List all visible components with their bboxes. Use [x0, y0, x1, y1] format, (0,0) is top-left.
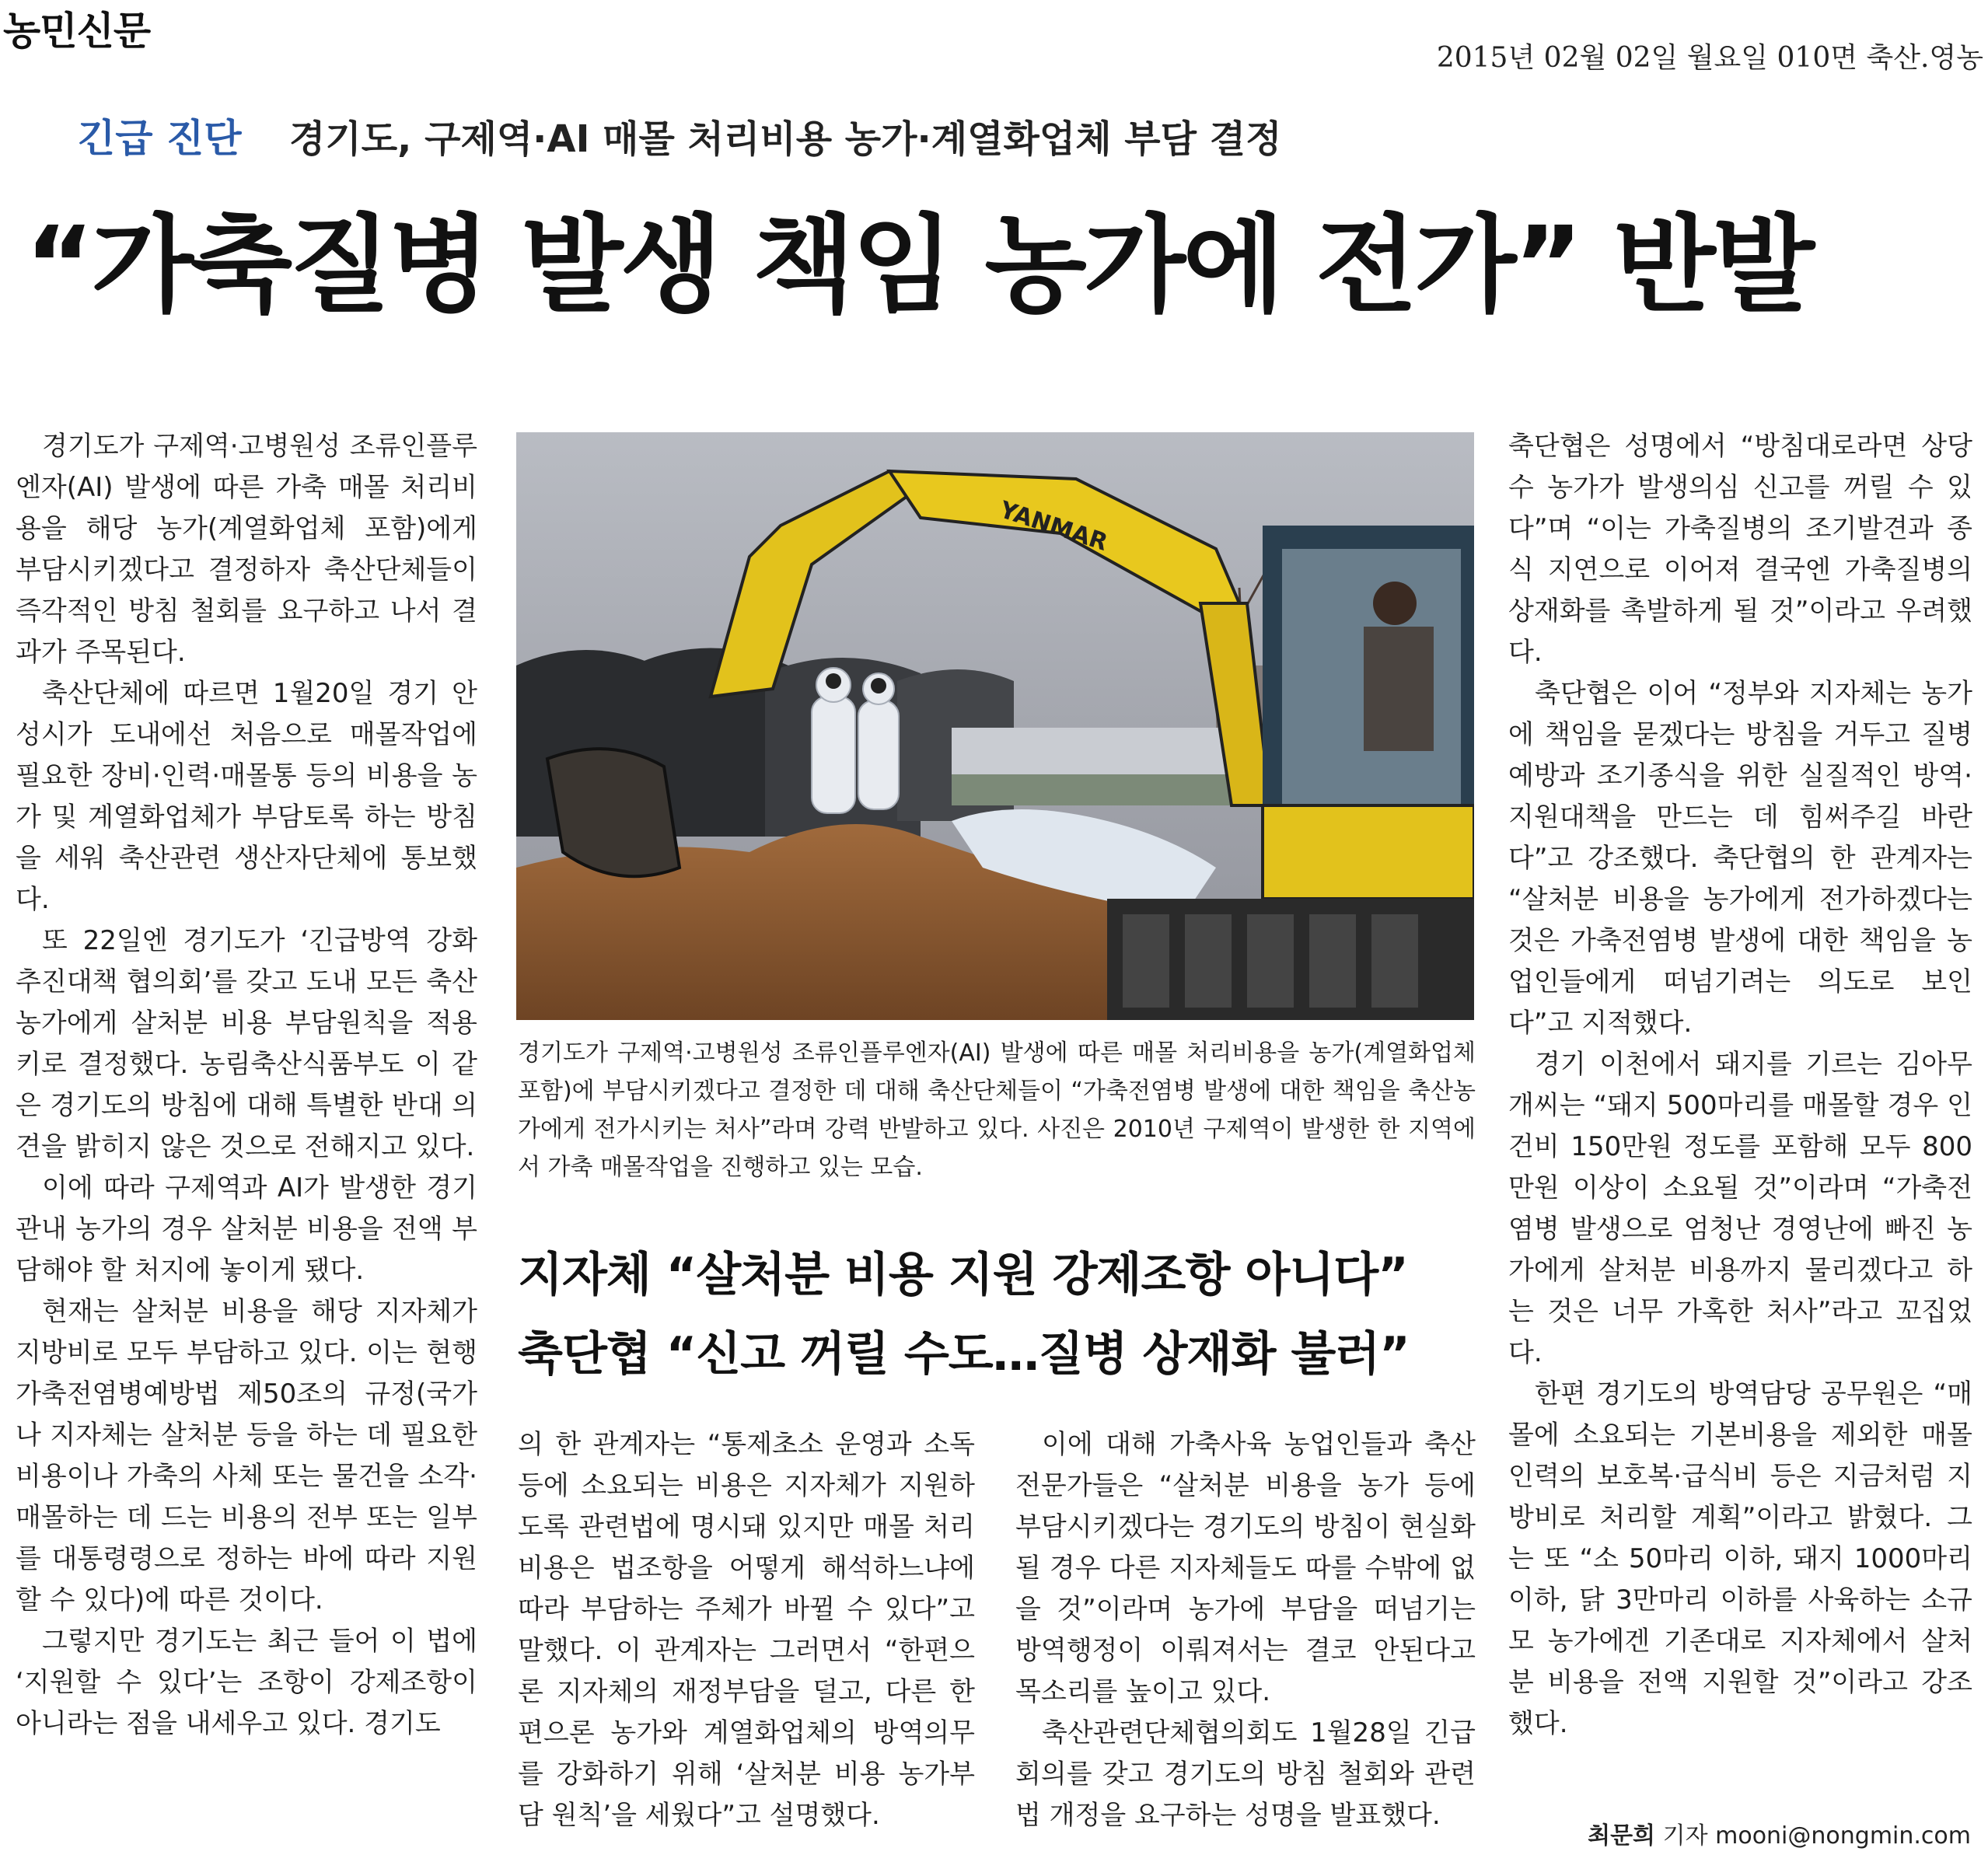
excavator-burial-photo	[516, 432, 1474, 1020]
paragraph: 경기도가 구제역·고병원성 조류인플루엔자(AI) 발생에 따른 가축 매몰 처리비용을 해당 농가(계열화업체 포함)에게 부담시키겠다고 결정하자 축산단체들이 즉각적인 방침 철회를 요구하고 나서 결과가 주목된다.	[16, 431, 477, 668]
photo-caption: 경기도가 구제역·고병원성 조류인플루엔자(AI) 발생에 따른 매몰 처리비용을 농가(계열화업체 포함)에 부담시키겠다고 결정한 데 대해 축산단체들이 “가축전염병 발생에 대한 책임을 축산농가에게 전가시키는 처사”라며 강력 반발하고 있다. 사진은 2010년 구제역이 발생한 한 지역에서 가축 매몰작업을 진행하고 있는 모습.	[518, 1039, 1476, 1181]
reporter-role: 기자	[1662, 1822, 1708, 1850]
reporter-name: 최문희	[1588, 1822, 1656, 1850]
paragraph: 축단협은 성명에서 “방침대로라면 상당수 농가가 발생의심 신고를 꺼릴 수 있다”며 “이는 가축질병의 조기발견과 종식 지연으로 이어져 결국엔 가축질병의 상재화를 촉발하게 될 것”이라고 우려했다.	[1508, 431, 1972, 668]
paragraph: 이에 대해 가축사육 농업인들과 축산 전문가들은 “살처분 비용을 농가 등에 부담시키겠다는 경기도의 방침이 현실화될 경우 다른 지자체들도 따를 수밖에 없을 것”이라며 농가에 부담을 떠넘기는 방역행정이 이뤄져서는 결코 안된다고 목소리를 높이고 있다.	[1015, 1429, 1476, 1707]
headline: “가축질병 발생 책임 농가에 전가” 반발	[25, 204, 1812, 327]
article-column-1	[16, 426, 477, 1825]
kicker-row	[78, 107, 1281, 163]
paragraph: 축단협은 이어 “정부와 지자체는 농가에 책임을 묻겠다는 방침을 거두고 질병 예방과 조기종식을 위한 실질적인 방역·지원대책을 만드는 데 힘써주길 바란다”고 강조했다. 축단협의 한 관계자는 “살처분 비용을 농가에게 전가하겠다는 것은 가축전염병 발생에 대한 책임을 농업인들에게 떠넘기려는 의도로 보인다”고 지적했다.	[1508, 678, 1972, 1039]
subheadline-2: 축단협 “신고 꺼릴 수도…질병 상재화 불러”	[518, 1327, 1410, 1382]
paragraph: 경기 이천에서 돼지를 기르는 김아무개씨는 “돼지 500마리를 매몰할 경우 인건비 150만원 정도를 포함해 모두 800만원 이상이 소요될 것”이라며 “가축전염병 발생으로 엄청난 경영난에 빠진 농가에게 살처분 비용까지 물리겠다고 하는 것은 너무 가혹한 처사”라고 꼬집었다.	[1508, 1049, 1972, 1368]
paragraph: 의 한 관계자는 “통제초소 운영과 소독 등에 소요되는 비용은 지자체가 지원하도록 관련법에 명시돼 있지만 매몰 처리비용은 법조항을 어떻게 해석하느냐에 따라 부담하는 주체가 바뀔 수 있다”고 말했다. 이 관계자는 그러면서 “한편으론 지자체의 재정부담을 덜고, 다른 한편으론 농가와 계열화업체의 방역의무를 강화하기 위해 ‘살처분 비용 농가부담 원칙’을 세웠다”고 설명했다.	[518, 1429, 975, 1831]
article-column-2	[518, 1424, 975, 1844]
paragraph: 축산관련단체협의회도 1월28일 긴급회의를 갖고 경기도의 방침 철회와 관련법 개정을 요구하는 성명을 발표했다.	[1015, 1717, 1476, 1831]
paragraph: 한편 경기도의 방역담당 공무원은 “매몰에 소요되는 기본비용을 제외한 매몰인력의 보호복·급식비 등은 지금처럼 지방비로 처리할 계획”이라고 밝혔다. 그는 또 “소 50마리 이하, 돼지 1000마리 이하, 닭 3만마리 이하를 사육하는 소규모 농가에겐 기존대로 지자체에서 살처분 비용을 전액 지원할 것”이라고 강조했다.	[1508, 1378, 1972, 1739]
kicker-label: 긴급 진단	[78, 116, 242, 161]
paragraph: 이에 따라 구제역과 AI가 발생한 경기 관내 농가의 경우 살처분 비용을 전액 부담해야 할 처지에 놓이게 됐다.	[16, 1172, 477, 1286]
masthead-logo: 농민신문	[3, 9, 151, 54]
paragraph: 축산단체에 따르면 1월20일 경기 안성시가 도내에선 처음으로 매몰작업에 필요한 장비·인력·매몰통 등의 비용을 농가 및 계열화업체가 부담토록 하는 방침을 세워 축산관련 생산자단체에 통보했다.	[16, 678, 477, 915]
paragraph: 현재는 살처분 비용을 해당 지자체가 지방비로 모두 부담하고 있다. 이는 현행 가축전염병예방법 제50조의 규정(국가나 지자체는 살처분 등을 하는 데 필요한 비용이나 가축의 사체 또는 물건을 소각·매몰하는 데 드는 비용의 전부 또는 일부를 대통령령으로 정하는 바에 따라 지원할 수 있다)에 따른 것이다.	[16, 1296, 477, 1616]
paragraph: 그렇지만 경기도는 최근 들어 이 법에 ‘지원할 수 있다’는 조항이 강제조항이 아니라는 점을 내세우고 있다. 경기도	[16, 1626, 477, 1739]
article-column-4	[1508, 426, 1972, 1825]
reporter-email[interactable]: mooni@nongmin.com	[1715, 1822, 1971, 1850]
byline	[1588, 1816, 1971, 1850]
yanmar-label: YANMAR	[996, 496, 1111, 557]
dateline: 2015년 02월 02일 월요일 010면 축산.영농	[1436, 42, 1983, 74]
subheadline-1: 지자체 “살처분 비용 지원 강제조항 아니다”	[518, 1248, 1408, 1302]
article-column-3	[1015, 1424, 1476, 1844]
paragraph: 또 22일엔 경기도가 ‘긴급방역 강화 추진대책 협의회’를 갖고 도내 모든 축산농가에게 살처분 비용 부담원칙을 적용키로 결정했다. 농림축산식품부도 이 같은 경기도의 방침에 대해 특별한 반대 의견을 밝히지 않은 것으로 전해지고 있다.	[16, 925, 477, 1162]
kicker-text: 경기도, 구제역·AI 매몰 처리비용 농가·계열화업체 부담 결정	[289, 117, 1282, 161]
